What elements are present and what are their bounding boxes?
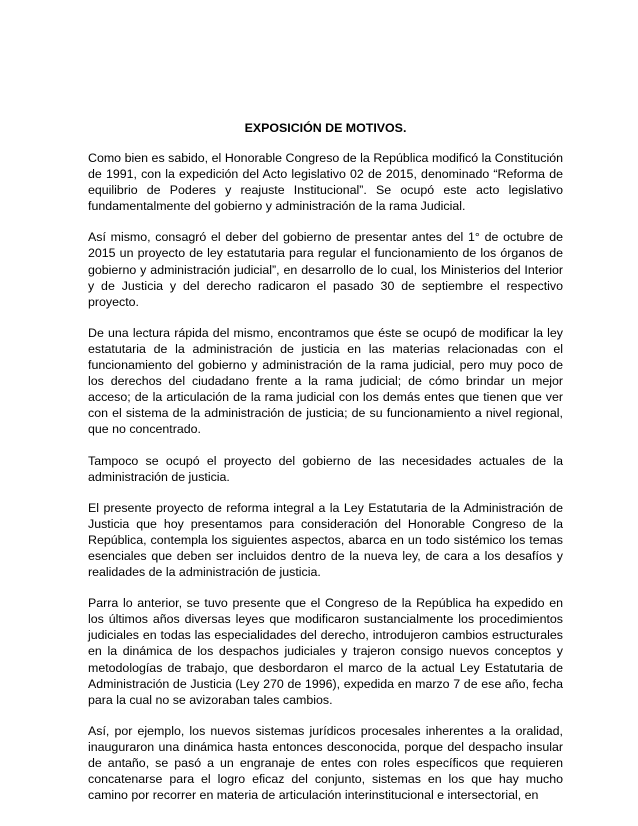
paragraph-2: Así mismo, consagró el deber del gobierno de presentar antes del 1° de octubre de 2015 un proyecto de ley estatutaria para regular el funcionamiento de los órganos de gobierno y administración judicial”, en desarrollo de lo cual, los Ministerios del Interior y de Justicia y del derecho radicaron el pasado 30 de septiembre el respectivo proyecto.	[88, 230, 563, 309]
paragraph-1: Como bien es sabido, el Honorable Congreso de la República modificó la Constitución de 1991, con la expedición del Acto legislativo 02 de 2015, denominado “Reforma de equilibrio de Poderes y reajuste Institucional”. Se ocupó este acto legislativo fundamentalmente del gobierno y administración de la rama Judicial.	[88, 151, 563, 214]
document-title: EXPOSICIÓN DE MOTIVOS.	[244, 121, 407, 135]
document-body	[88, 120, 563, 818]
paragraph-3: De una lectura rápida del mismo, encontramos que éste se ocupó de modificar la ley estatutaria de la administración de justicia en las materias relacionadas con el funcionamiento del gobierno y administración de la rama judicial, pero muy poco de los derechos del ciudadano frente a la rama judicial; de cómo brindar un mejor acceso; de la articulación de la rama judicial con los demás entes que tienen que ver con el sistema de la administración de justicia; de su funcionamiento a nivel regional, que no concentrado.	[88, 325, 563, 437]
paragraph-6: Parra lo anterior, se tuvo presente que el Congreso de la República ha expedido en los últimos años diversas leyes que modificaron sustancialmente los procedimientos judiciales en todas las especialidades del derecho, introdujeron cambios estructurales en la dinámica de los despachos judiciales y trajeron consigo nuevos conceptos y metodologías de trabajo, que desbordaron el marco de la actual Ley Estatutaria de Administración de Justicia (Ley 270 de 1996), expedida en marzo 7 de ese año, fecha para la cual no se avizoraban tales cambios.	[88, 596, 563, 707]
paragraph-4: Tampoco se ocupó el proyecto del gobierno de las necesidades actuales de la administración de justicia.	[88, 453, 563, 484]
paragraph-7: Así, por ejemplo, los nuevos sistemas jurídicos procesales inherentes a la oralidad, inauguraron una dinámica hasta entonces desconocida, porque del despacho insular de antaño, se pasó a un engranaje de entes con roles específicos que requieren concatenarse para el logro eficaz del conjunto, sistemas en los que hay mucho camino por recorrer en materia de articulación interinstitucional e intersectorial, en	[88, 723, 563, 803]
paragraph-5: El presente proyecto de reforma integral a la Ley Estatutaria de la Administración de Justicia que hoy presentamos para consideración del Honorable Congreso de la República, contempla los siguientes aspectos, abarca en un todo sistémico los temas esenciales que deben ser incluidos dentro de la nueva ley, de cara a los desafíos y realidades de la administración de justicia.	[88, 500, 563, 580]
